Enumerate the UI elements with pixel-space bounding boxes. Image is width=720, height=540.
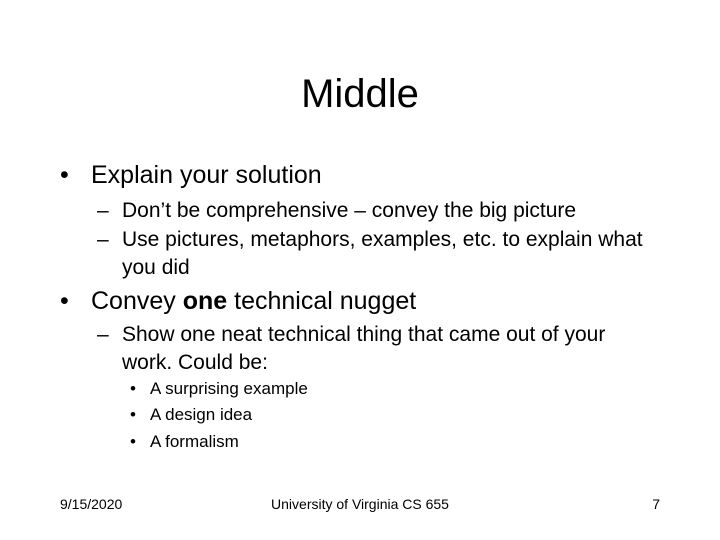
bullet-marker: • — [130, 379, 136, 398]
bullet-marker: • — [60, 287, 69, 315]
bullet-text-before: Convey — [91, 287, 183, 315]
subbullet-pictures — [97, 226, 697, 282]
subbullet-text: Show one neat technical thing that came out of your work. Could be: — [122, 323, 606, 374]
subbullet-text: Use pictures, metaphors, examples, etc. to explain what you did — [122, 228, 643, 279]
subsubbullet-formalism — [130, 431, 530, 453]
slide-title-container — [0, 70, 720, 118]
bullet-text — [91, 286, 416, 316]
subsubbullet-text: A surprising example — [150, 379, 308, 398]
subbullet-comprehensive — [97, 197, 697, 225]
bullet-text-bold: one — [182, 287, 228, 315]
bullet-text: Explain your solution — [91, 161, 322, 189]
bullet-technical-nugget — [60, 286, 660, 316]
footer-date: 9/15/2020 — [60, 496, 123, 512]
bullet-marker: • — [60, 161, 69, 189]
subbullet-text: Don’t be comprehensive – convey the big picture — [122, 199, 577, 222]
subsubbullet-text: A design idea — [150, 405, 253, 424]
bullet-explain-solution — [60, 160, 660, 190]
slide-title: Middle — [301, 72, 419, 116]
footer-page-number: 7 — [652, 496, 660, 512]
dash-marker: – — [97, 199, 109, 222]
footer-course-text: University of Virginia CS 655 — [271, 496, 449, 512]
subbullet-show-neat-thing — [97, 321, 697, 377]
dash-marker: – — [97, 323, 109, 346]
bullet-marker: • — [130, 432, 136, 451]
bullet-marker: • — [130, 405, 136, 424]
dash-marker: – — [97, 228, 109, 251]
subsubbullet-text: A formalism — [150, 432, 239, 451]
bullet-text-after: technical nugget — [227, 287, 417, 315]
subsubbullet-design-idea — [130, 404, 530, 426]
subsubbullet-surprising-example — [130, 378, 530, 400]
